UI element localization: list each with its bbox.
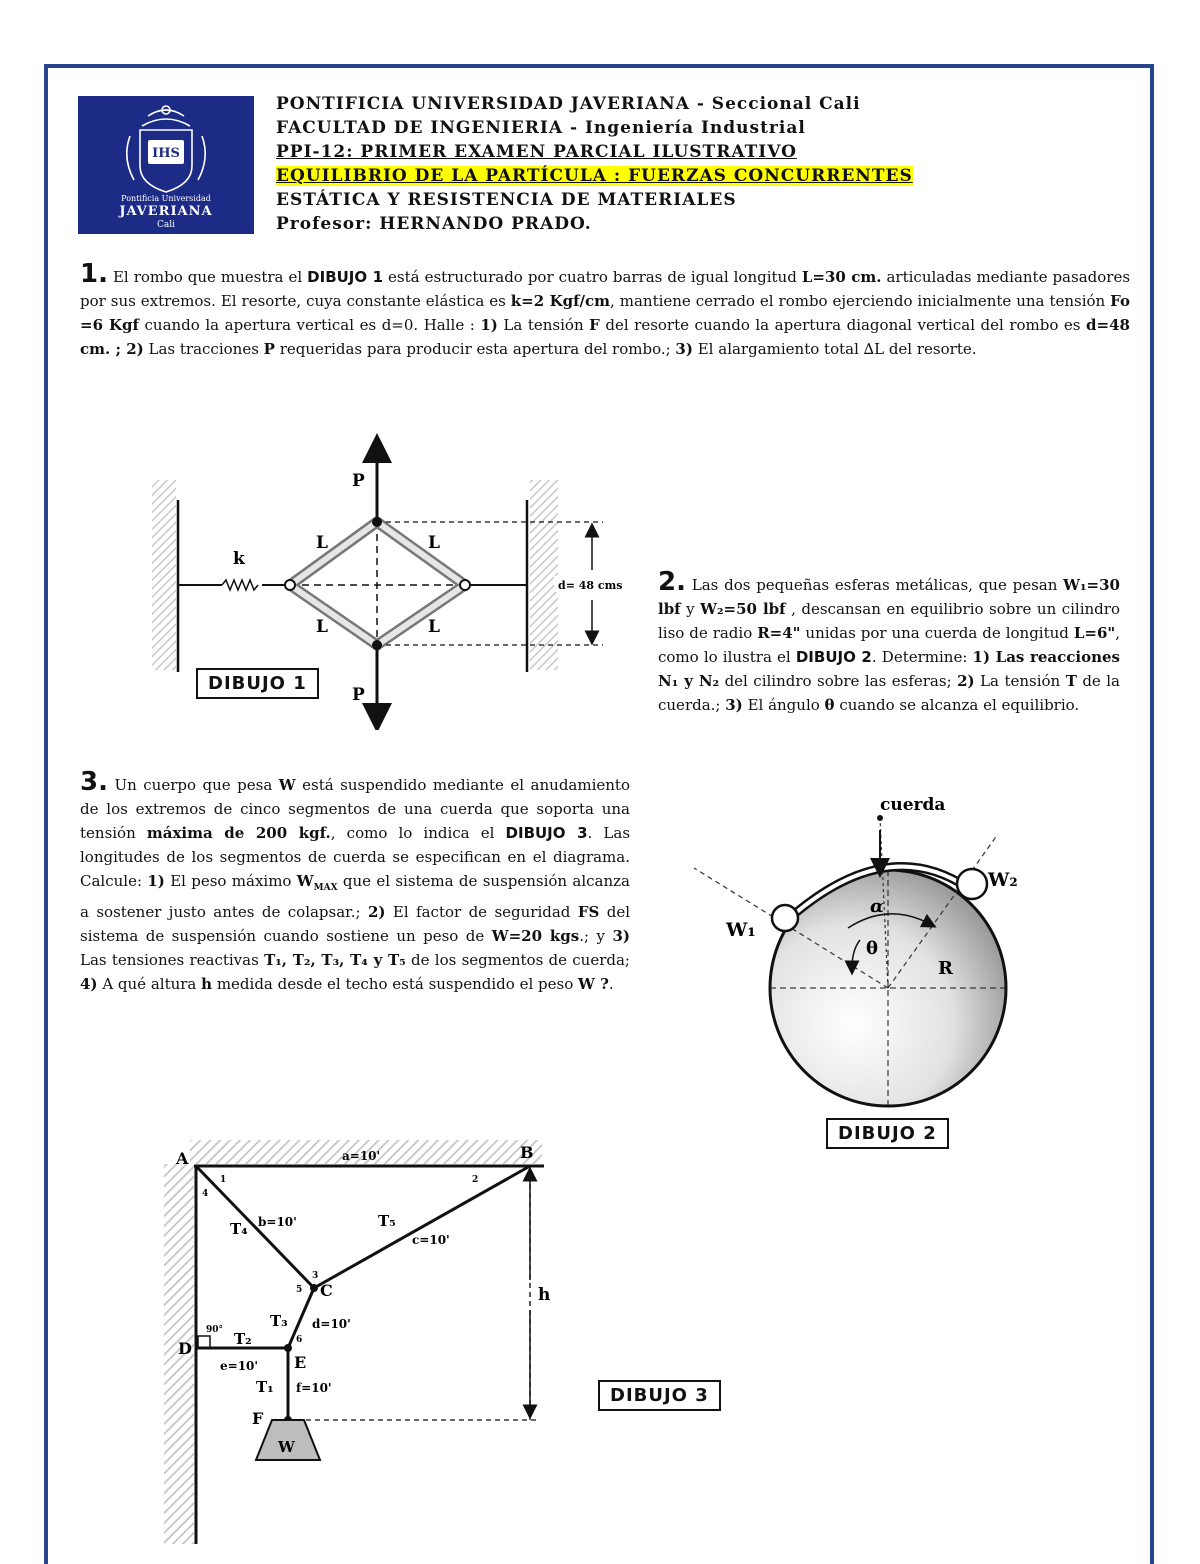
label-seg-a: a=10' bbox=[342, 1149, 381, 1163]
text: , como lo indica el bbox=[330, 824, 506, 842]
label-k: k bbox=[233, 549, 245, 569]
text: El alargamiento total ∆L del resorte. bbox=[692, 340, 977, 358]
value: L=30 cm. bbox=[801, 268, 882, 286]
left-wall bbox=[152, 480, 176, 670]
value: P bbox=[263, 340, 275, 358]
text: y bbox=[680, 600, 701, 618]
text: A qué altura bbox=[97, 975, 202, 993]
sphere-w2 bbox=[957, 869, 987, 899]
problem-1-number: 1. bbox=[80, 259, 108, 289]
label-t4: T₄ bbox=[230, 1220, 248, 1238]
value: W bbox=[296, 872, 314, 890]
text: que el sistema de suspensión alcanza a sostener justo antes de colapsar.; bbox=[80, 872, 630, 921]
text: El peso máximo bbox=[164, 872, 297, 890]
problem-1-text bbox=[80, 259, 1131, 361]
text: , como lo ilustra el bbox=[658, 624, 1120, 666]
value: 2) bbox=[957, 672, 975, 690]
label-h: h bbox=[538, 1285, 551, 1305]
svg-text:IHS: IHS bbox=[152, 146, 180, 161]
label-d: D bbox=[178, 1339, 192, 1358]
value: F bbox=[589, 316, 600, 334]
angle-3: 3 bbox=[312, 1271, 319, 1281]
logo-small-text: Pontificia Universidad bbox=[121, 194, 211, 203]
value: MAX bbox=[313, 883, 338, 893]
label-f: F bbox=[252, 1409, 264, 1428]
value: 1) Las reacciones N₁ y N₂ bbox=[658, 648, 1120, 690]
header-line-2: FACULTAD DE INGENIERIA - Ingeniería Industrial bbox=[276, 118, 806, 138]
label-p-top: P bbox=[352, 471, 365, 491]
text: cuando se alcanza el equilibrio. bbox=[834, 696, 1080, 714]
text: Las dos pequeñas esferas metálicas, que pesan bbox=[685, 576, 1064, 594]
header-line-1: PONTIFICIA UNIVERSIDAD JAVERIANA - Seccional Cali bbox=[276, 94, 861, 114]
value: W₁=30 lbf bbox=[658, 576, 1120, 618]
value: 1) bbox=[147, 872, 165, 890]
value: k=2 Kgf/cm bbox=[510, 292, 611, 310]
angle-5: 5 bbox=[296, 1285, 303, 1295]
label-theta: θ bbox=[866, 938, 879, 959]
text: Las tracciones bbox=[143, 340, 264, 358]
value: 2) bbox=[367, 903, 386, 921]
text: El rombo que muestra el bbox=[107, 268, 308, 286]
value: 3) bbox=[612, 927, 630, 945]
text: El ángulo bbox=[742, 696, 825, 714]
problem-3-number: 3. bbox=[80, 767, 108, 797]
label-alpha: α bbox=[870, 896, 884, 917]
value: máxima de 200 kgf. bbox=[146, 824, 331, 842]
text: del resorte cuando la apertura diagonal vertical del rombo es bbox=[599, 316, 1087, 334]
text: del cilindro sobre las esferas; bbox=[719, 672, 958, 690]
value: d=48 cm. ; 2) bbox=[80, 316, 1130, 358]
text: está estructurado por cuatro barras de igual longitud bbox=[383, 268, 802, 286]
value: R=4" bbox=[757, 624, 801, 642]
university-logo bbox=[78, 96, 254, 234]
value: h bbox=[201, 975, 213, 993]
value: 4) bbox=[80, 975, 98, 993]
text: El factor de seguridad bbox=[385, 903, 578, 921]
text: , descansan en equilibrio sobre un cilindro liso de radio bbox=[658, 600, 1120, 642]
label-t2: T₂ bbox=[234, 1330, 252, 1348]
value: W bbox=[278, 776, 296, 794]
label-cuerda: cuerda bbox=[880, 795, 946, 815]
label-r: R bbox=[938, 958, 953, 979]
angle-2: 2 bbox=[472, 1175, 479, 1185]
text: articuladas mediante pasadores por sus extremos. El resorte, cuya constante elástica es bbox=[80, 268, 1131, 310]
document-header bbox=[276, 92, 913, 236]
label-seg-d: d=10' bbox=[312, 1317, 351, 1331]
text: cuando la apertura vertical es d=0. Halle : bbox=[138, 316, 481, 334]
label-seg-b: b=10' bbox=[258, 1215, 297, 1229]
text: , mantiene cerrado el rombo ejerciendo inicialmente una tensión bbox=[610, 292, 1111, 310]
value: θ bbox=[824, 696, 835, 714]
label-w: W bbox=[278, 1438, 295, 1456]
problem-2-text bbox=[658, 567, 1120, 717]
header-line-6: Profesor: HERNANDO PRADO. bbox=[276, 214, 592, 234]
value: FS bbox=[577, 903, 600, 921]
logo-city: Cali bbox=[156, 220, 175, 230]
label-c: C bbox=[320, 1281, 333, 1300]
problem-3-text bbox=[80, 767, 631, 996]
drawing-3-label: DIBUJO 3 bbox=[598, 1380, 721, 1411]
value: L=6" bbox=[1073, 624, 1116, 642]
text: La tensión bbox=[497, 316, 590, 334]
label-d: d= 48 cms bbox=[558, 579, 623, 592]
label-p-bottom: P bbox=[352, 685, 365, 705]
value: T₁, T₂, T₃, T₄ y T₅ bbox=[264, 951, 406, 969]
label-e: E bbox=[294, 1353, 307, 1372]
label-l1: L bbox=[316, 533, 328, 553]
value: 3) bbox=[725, 696, 743, 714]
text: Un cuerpo que pesa bbox=[107, 776, 279, 794]
text: unidas por una cuerda de longitud bbox=[800, 624, 1074, 642]
drawing-2-label: DIBUJO 2 bbox=[826, 1118, 949, 1149]
ref: DIBUJO 3 bbox=[505, 824, 588, 842]
problem-2-number: 2. bbox=[658, 567, 686, 597]
angle-1: 1 bbox=[220, 1175, 227, 1185]
drawing-2-diagram bbox=[680, 790, 1060, 1120]
text: Las tensiones reactivas bbox=[80, 951, 265, 969]
value: 3) bbox=[675, 340, 693, 358]
label-t5: T₅ bbox=[378, 1212, 396, 1230]
label-l4: L bbox=[428, 617, 440, 637]
value: W=20 kgs bbox=[491, 927, 580, 945]
ref: DIBUJO 1 bbox=[307, 268, 384, 286]
value: 1) bbox=[480, 316, 498, 334]
spring-icon bbox=[222, 580, 258, 590]
label-w1: W₁ bbox=[726, 919, 756, 941]
right-wall bbox=[530, 480, 558, 670]
value: Fo =6 Kgf bbox=[80, 292, 1130, 334]
label-b: B bbox=[520, 1143, 534, 1162]
label-t3: T₃ bbox=[270, 1312, 288, 1330]
text: La tensión bbox=[974, 672, 1066, 690]
sphere-w1 bbox=[772, 905, 798, 931]
logo-name: JAVERIANA bbox=[119, 204, 213, 219]
label-right-angle: 90° bbox=[206, 1325, 224, 1335]
text: medida desde el techo está suspendido el peso bbox=[212, 975, 578, 993]
label-seg-e: e=10' bbox=[220, 1359, 259, 1373]
text: . Las longitudes de los segmentos de cuerda se especifican en el diagrama. Calcule: bbox=[80, 824, 631, 890]
header-line-3: PPI-12: PRIMER EXAMEN PARCIAL ILUSTRATIVO bbox=[276, 142, 797, 162]
text: . bbox=[608, 975, 614, 993]
label-seg-f: f=10' bbox=[296, 1381, 332, 1395]
text: requeridas para producir esta apertura del rombo.; bbox=[274, 340, 676, 358]
drawing-3-diagram bbox=[150, 1130, 570, 1550]
label-a: A bbox=[176, 1149, 189, 1168]
drawing-1-label: DIBUJO 1 bbox=[196, 668, 319, 699]
header-line-5: ESTÁTICA Y RESISTENCIA DE MATERIALES bbox=[276, 190, 737, 210]
header-line-4: EQUILIBRIO DE LA PARTÍCULA : FUERZAS CONCURRENTES bbox=[276, 166, 913, 186]
label-l3: L bbox=[316, 617, 328, 637]
label-l2: L bbox=[428, 533, 440, 553]
angle-4: 4 bbox=[202, 1189, 209, 1199]
text: del sistema de suspensión cuando sostiene un peso de bbox=[80, 903, 630, 945]
text: de la cuerda.; bbox=[658, 672, 1120, 714]
value: W₂=50 lbf bbox=[700, 600, 786, 618]
angle-6: 6 bbox=[296, 1335, 303, 1345]
text: .; y bbox=[579, 927, 613, 945]
value: T bbox=[1065, 672, 1077, 690]
label-t1: T₁ bbox=[256, 1378, 274, 1396]
text: . Determine: bbox=[871, 648, 973, 666]
label-w2: W₂ bbox=[988, 869, 1018, 891]
text: está suspendido mediante el anudamiento de los extremos de cinco segmentos de una cuerda que soporta una tensión bbox=[80, 776, 630, 842]
ref: DIBUJO 2 bbox=[795, 648, 872, 666]
label-seg-c: c=10' bbox=[412, 1233, 450, 1247]
text: de los segmentos de cuerda; bbox=[405, 951, 630, 969]
value: W ? bbox=[578, 975, 609, 993]
